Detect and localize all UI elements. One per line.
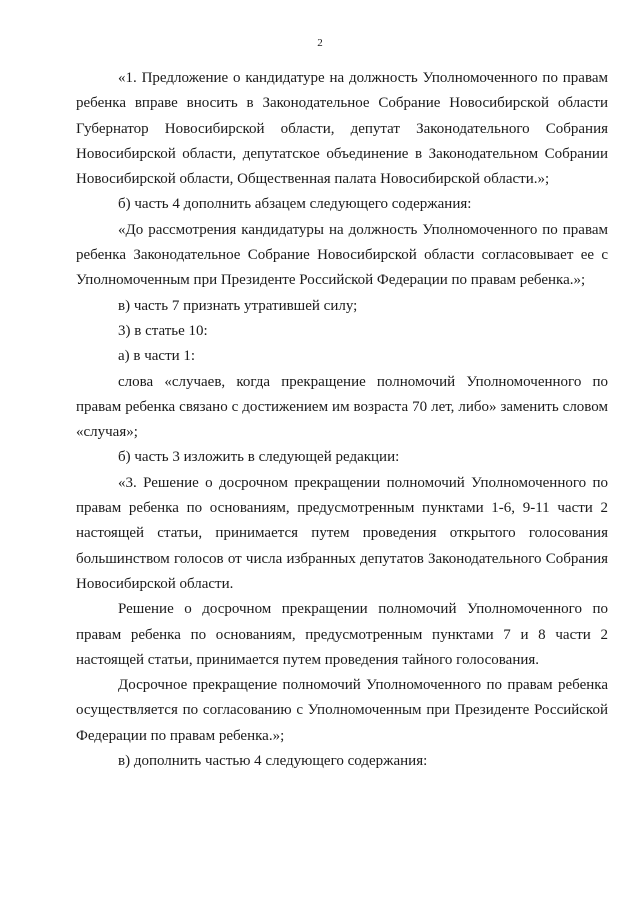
paragraph-agreement-with-federal-ombudsman: «До рассмотрения кандидатуры на должность Уполномоченного по правам ребенка Законодательное Собрание Новосибирской области согласовывает ее с Уполномоченным при Президенте Российской Федерации по правам ребенка.»; — [76, 221, 608, 289]
paragraph-part7-void: в) часть 7 признать утратившей силу; — [118, 297, 358, 314]
paragraph-article10: 3) в статье 10: — [118, 322, 208, 339]
paragraph-secret-vote: Решение о досрочном прекращении полномочий Уполномоченного по правам ребенка по основаниям, предусмотренным пунктами 7 и 8 части 2 настоящей статьи, принимается путем проведения тайного голосования. — [76, 601, 608, 668]
document-body — [76, 66, 608, 774]
paragraph-part3-new-wording: б) часть 3 изложить в следующей редакции: — [118, 449, 400, 466]
paragraph-part1: а) в части 1: — [118, 348, 196, 365]
paragraph-candidacy-proposal: «1. Предложение о кандидатуре на должность Уполномоченного по правам ребенка вправе вносить в Законодательное Собрание Новосибирской области Губернатор Новосибирской области, депутат Законодательного Собрания Новосибирской области, депутатское объединение в Законодательном Собрании Новосибирской области, Общественная палата Новосибирской области.»; — [76, 70, 608, 188]
paragraph-part4-new: в) дополнить частью 4 следующего содержания: — [118, 753, 428, 770]
paragraph-open-vote: «3. Решение о досрочном прекращении полномочий Уполномоченного по правам ребенка по основаниям, предусмотренным пунктами 1-6, 9-11 части 2 настоящей статьи, принимается путем проведения открытого голосования большинством голосов от числа избранных депутатов Законодательного Собрания Новосибирской области. — [76, 474, 608, 592]
paragraph-replace-words: слова «случаев, когда прекращение полномочий Уполномоченного по правам ребенка связано с достижением им возраста 70 лет, либо» заменить словом «случая»; — [76, 373, 608, 441]
paragraph-early-termination: Досрочное прекращение полномочий Уполномоченного по правам ребенка осуществляется по согласованию с Уполномоченным при Президенте Российской Федерации по правам ребенка.»; — [76, 677, 608, 744]
paragraph-part4-addition: б) часть 4 дополнить абзацем следующего содержания: — [118, 196, 472, 213]
page-number: 2 — [317, 37, 323, 49]
